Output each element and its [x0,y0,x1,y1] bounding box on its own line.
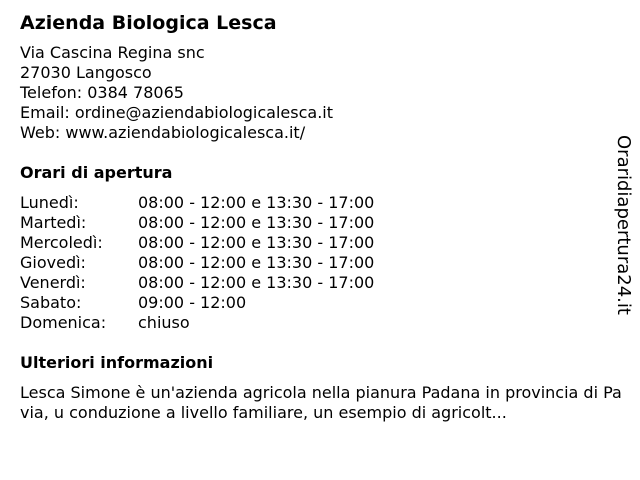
more-info-text: Lesca Simone è un'azienda agricola nella pianura Padana in provincia di Pavia, u conduzione a livello familiare, un esempio di agricolt... [20,383,622,422]
hours-row-tuesday [20,213,620,233]
business-name: Azienda Biologica Lesca [20,12,277,34]
day-hours: 08:00 - 12:00 e 13:30 - 17:00 [138,233,375,252]
hours-row-wednesday [20,233,620,253]
day-label: Mercoledì: [20,233,103,252]
day-hours: 08:00 - 12:00 e 13:30 - 17:00 [138,273,375,292]
day-label: Martedì: [20,213,87,232]
day-hours: 08:00 - 12:00 e 13:30 - 17:00 [138,253,375,272]
address-city: 27030 Langosco [20,63,152,82]
email-line: Email: ordine@aziendabiologicalesca.it [20,103,333,122]
more-info-title: Ulteriori informazioni [20,353,214,372]
day-label: Lunedì: [20,193,79,212]
day-hours: 09:00 - 12:00 [138,293,247,312]
watermark [612,135,634,315]
address-street: Via Cascina Regina snc [20,43,205,62]
phone-line: Telefon: 0384 78065 [20,83,184,102]
hours-row-sunday [20,313,620,333]
day-label: Giovedì: [20,253,86,272]
opening-hours-table [20,193,620,333]
hours-row-thursday [20,253,620,273]
day-hours: 08:00 - 12:00 e 13:30 - 17:00 [138,213,375,232]
hours-row-friday [20,273,620,293]
day-label: Sabato: [20,293,82,312]
day-hours: chiuso [138,313,190,332]
day-hours: 08:00 - 12:00 e 13:30 - 17:00 [138,193,375,212]
business-card [20,9,620,423]
watermark-text: Oraridiapertura24.it [613,135,634,315]
hours-row-monday [20,193,620,213]
day-label: Domenica: [20,313,107,332]
day-label: Venerdì: [20,273,86,292]
web-line: Web: www.aziendabiologicalesca.it/ [20,123,306,142]
hours-row-saturday [20,293,620,313]
opening-hours-title: Orari di apertura [20,163,173,182]
